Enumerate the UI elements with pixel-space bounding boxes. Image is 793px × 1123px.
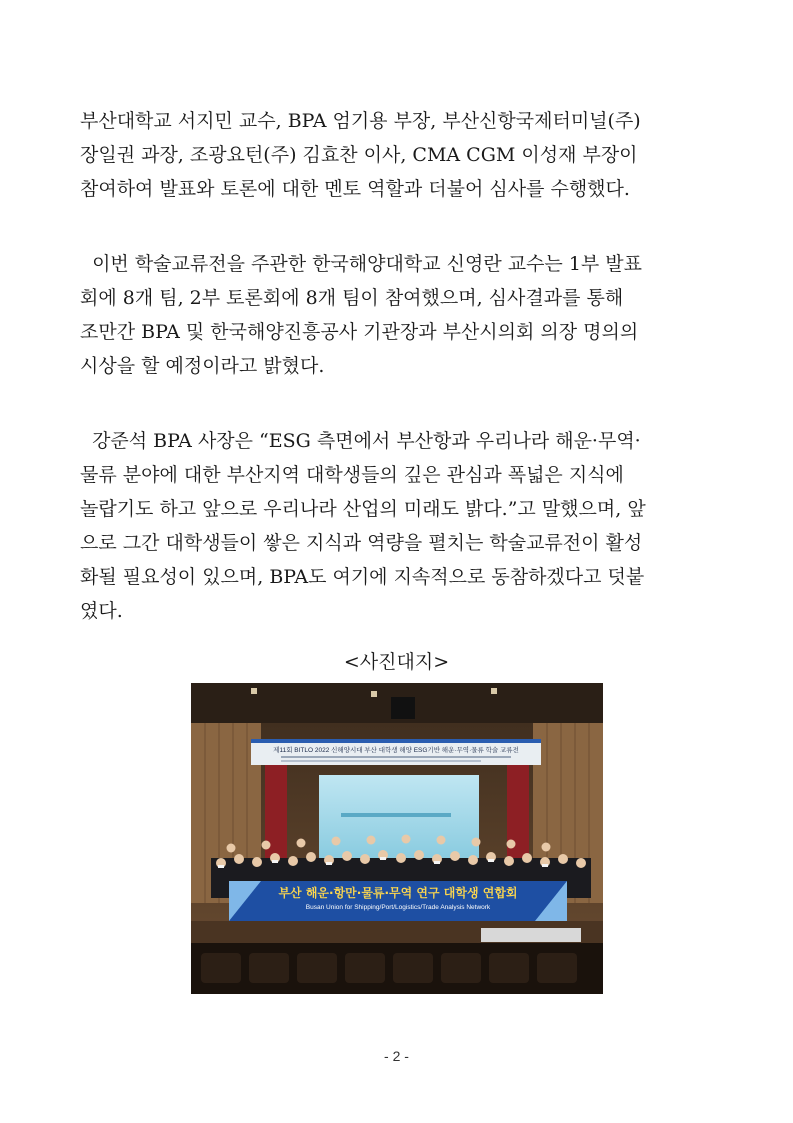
text-line: 강준석 BPA 사장은 “ESG 측면에서 부산항과 우리나라 해운·무역· (80, 430, 641, 452)
photo-caption: <사진대지> (343, 651, 450, 673)
text-line: 회에 8개 팀, 2부 토론회에 8개 팀이 참여했으며, 심사결과를 통해 (80, 287, 624, 309)
text-line: 놀랍기도 하고 앞으로 우리나라 산업의 미래도 밝다.”고 말했으며, 앞 (80, 498, 646, 520)
text-line: 으로 그간 대학생들이 쌓은 지식과 역량을 펼치는 학술교류전이 활성 (80, 532, 643, 554)
text-line: 였다. (80, 600, 123, 622)
text-line: 장일권 과장, 조광요턴(주) 김효찬 이사, CMA CGM 이성재 부장이 (80, 144, 638, 166)
text-line: 참여하여 발표와 토론에 대한 멘토 역할과 더불어 심사를 수행했다. (80, 178, 630, 200)
page-number: - 2 - (384, 1048, 409, 1064)
svg-text:Busan Union for Shipping/Port/: Busan Union for Shipping/Port/Logistics/Trade Analysis Network (305, 904, 491, 911)
text-line: 이번 학술교류전을 주관한 한국해양대학교 신영란 교수는 1부 발표 (80, 253, 643, 275)
text-line: 조만간 BPA 및 한국해양진흥공사 기관장과 부산시의회 의장 명의의 (80, 321, 639, 343)
paragraph-3 (80, 424, 720, 628)
group-photo (191, 683, 603, 994)
text-line: 화될 필요성이 있으며, BPA도 여기에 지속적으로 동참하겠다고 덧붙 (80, 566, 645, 588)
text-line: 부산대학교 서지민 교수, BPA 엄기용 부장, 부산신항국제터미널(주) (80, 110, 641, 132)
text-line: 시상을 할 예정이라고 밝혔다. (80, 355, 325, 377)
paragraph-1 (80, 104, 720, 206)
svg-text:부산 해운·항만·물류·무역 연구 대학생 연합회: 부산 해운·항만·물류·무역 연구 대학생 연합회 (278, 886, 518, 900)
text-line: 물류 분야에 대한 부산지역 대학생들의 깊은 관심과 폭넓은 지식에 (80, 464, 624, 486)
paragraph-2 (80, 247, 720, 383)
svg-text:제11회 BITLO 2022 신해양시대 부산 대학생 해: 제11회 BITLO 2022 신해양시대 부산 대학생 해양 ESG기반 해운·무역·물류 학술 교류전 (273, 747, 519, 754)
